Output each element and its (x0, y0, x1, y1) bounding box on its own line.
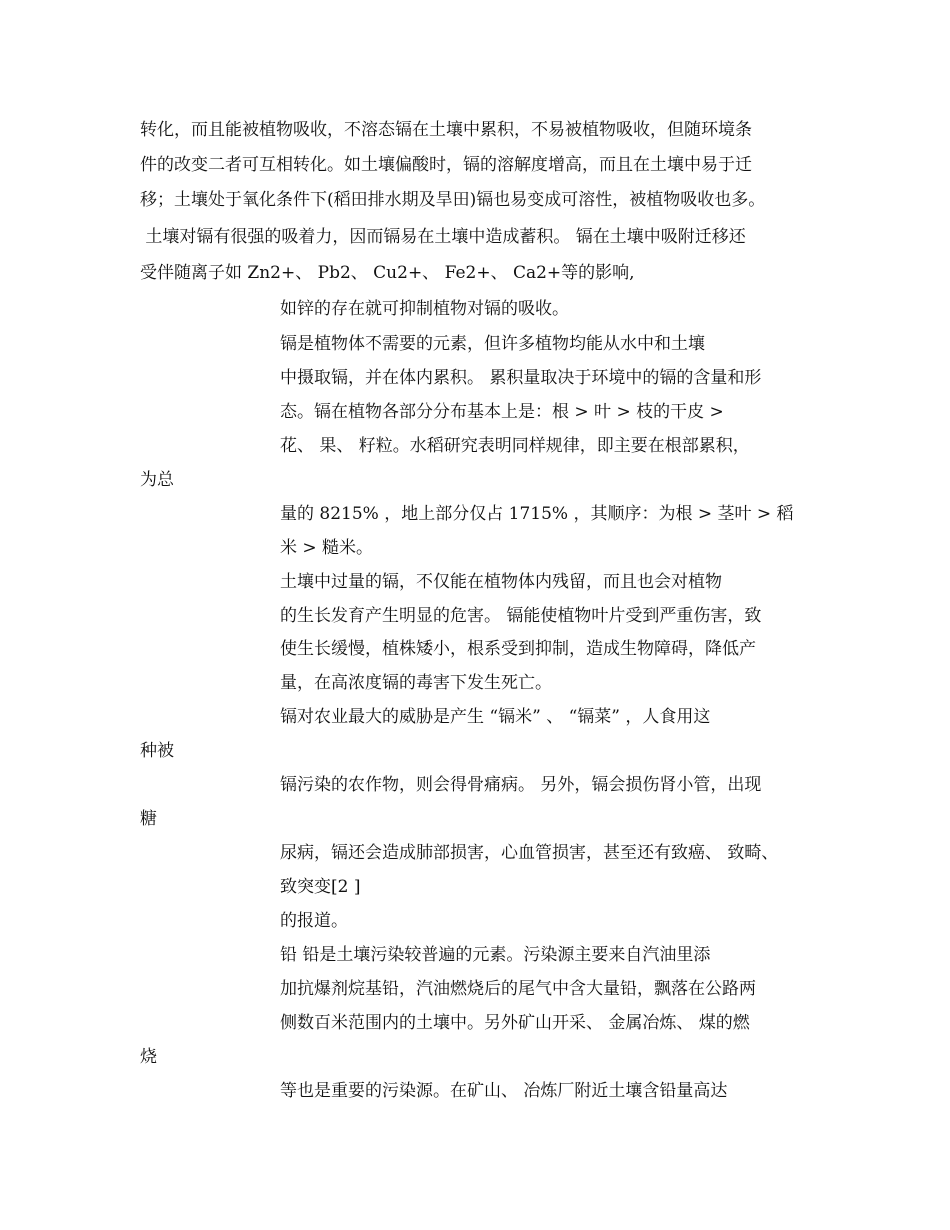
text-line: 烧 (140, 1047, 157, 1067)
text-line: 的报道。 (280, 911, 348, 931)
text-line: 等也是重要的污染源。在矿山、 冶炼厂附近土壤含铅量高达 (280, 1081, 728, 1101)
text-line: 种被 (140, 741, 174, 761)
text-line: 加抗爆剂烷基铅，汽油燃烧后的尾气中含大量铅，飘落在公路两 (280, 979, 756, 999)
text-line: 镉对农业最大的威胁是产生 “镉米” 、 “镉菜” ，人食用这 (280, 707, 711, 727)
text-line: 使生长缓慢，植株矮小，根系受到抑制，造成生物障碍，降低产 (280, 639, 756, 659)
text-line: 镉是植物体不需要的元素，但许多植物均能从水中和土壤 (280, 334, 705, 354)
text-line: 中摄取镉，并在体内累积。 累积量取决于环境中的镉的含量和形 (280, 368, 762, 388)
text-line: 受伴随离子如 Zn2+、 Pb2、 Cu2+、 Fe2+、 Ca2+等的影响, (140, 263, 635, 283)
text-line: 转化，而且能被植物吸收，不溶态镉在土壤中累积，不易被植物吸收，但随环境条 (140, 120, 752, 140)
text-line: 米 > 糙米。 (280, 538, 374, 558)
text-line: 致突变[2 ] (280, 877, 361, 897)
text-line: 量，在高浓度镉的毒害下发生死亡。 (280, 673, 552, 693)
text-line: 花、 果、 籽粒。水稻研究表明同样规律，即主要在根部累积， (280, 436, 750, 456)
text-line: 移；土壤处于氧化条件下(稻田排水期及旱田)镉也易变成可溶性，被植物吸收也多。 (140, 190, 766, 210)
text-line: 为总 (140, 470, 174, 490)
text-line: 侧数百米范围内的土壤中。另外矿山开采、 金属冶炼、 煤的燃 (280, 1013, 750, 1033)
text-line: 铅 铅是土壤污染较普遍的元素。污染源主要来自汽油里添 (280, 945, 711, 965)
text-line: 量的 8215% ，地上部分仅占 1715% ，其顺序：为根 > 茎叶 > 稻 (280, 504, 794, 524)
text-line: 如锌的存在就可抑制植物对镉的吸收。 (280, 299, 569, 319)
text-line: 镉污染的农作物，则会得骨痛病。 另外，镉会损伤肾小管，出现 (280, 775, 762, 795)
text-line: 件的改变二者可互相转化。如土壤偏酸时，镉的溶解度增高，而且在土壤中易于迁 (140, 155, 752, 175)
text-line: 糖 (140, 809, 157, 829)
text-line: 尿病，镉还会造成肺部损害，心血管损害，甚至还有致癌、 致畸、 (280, 843, 779, 863)
text-line: 的生长发育产生明显的危害。 镉能使植物叶片受到严重伤害，致 (280, 606, 762, 626)
text-line: 态。镉在植物各部分分布基本上是：根 > 叶 > 枝的干皮 > (280, 402, 724, 422)
text-line: 土壤中过量的镉，不仅能在植物体内残留，而且也会对植物 (280, 572, 722, 592)
text-line: 土壤对镉有很强的吸着力，因而镉易在土壤中造成蓄积。 镉在土壤中吸附迁移还 (140, 227, 746, 247)
